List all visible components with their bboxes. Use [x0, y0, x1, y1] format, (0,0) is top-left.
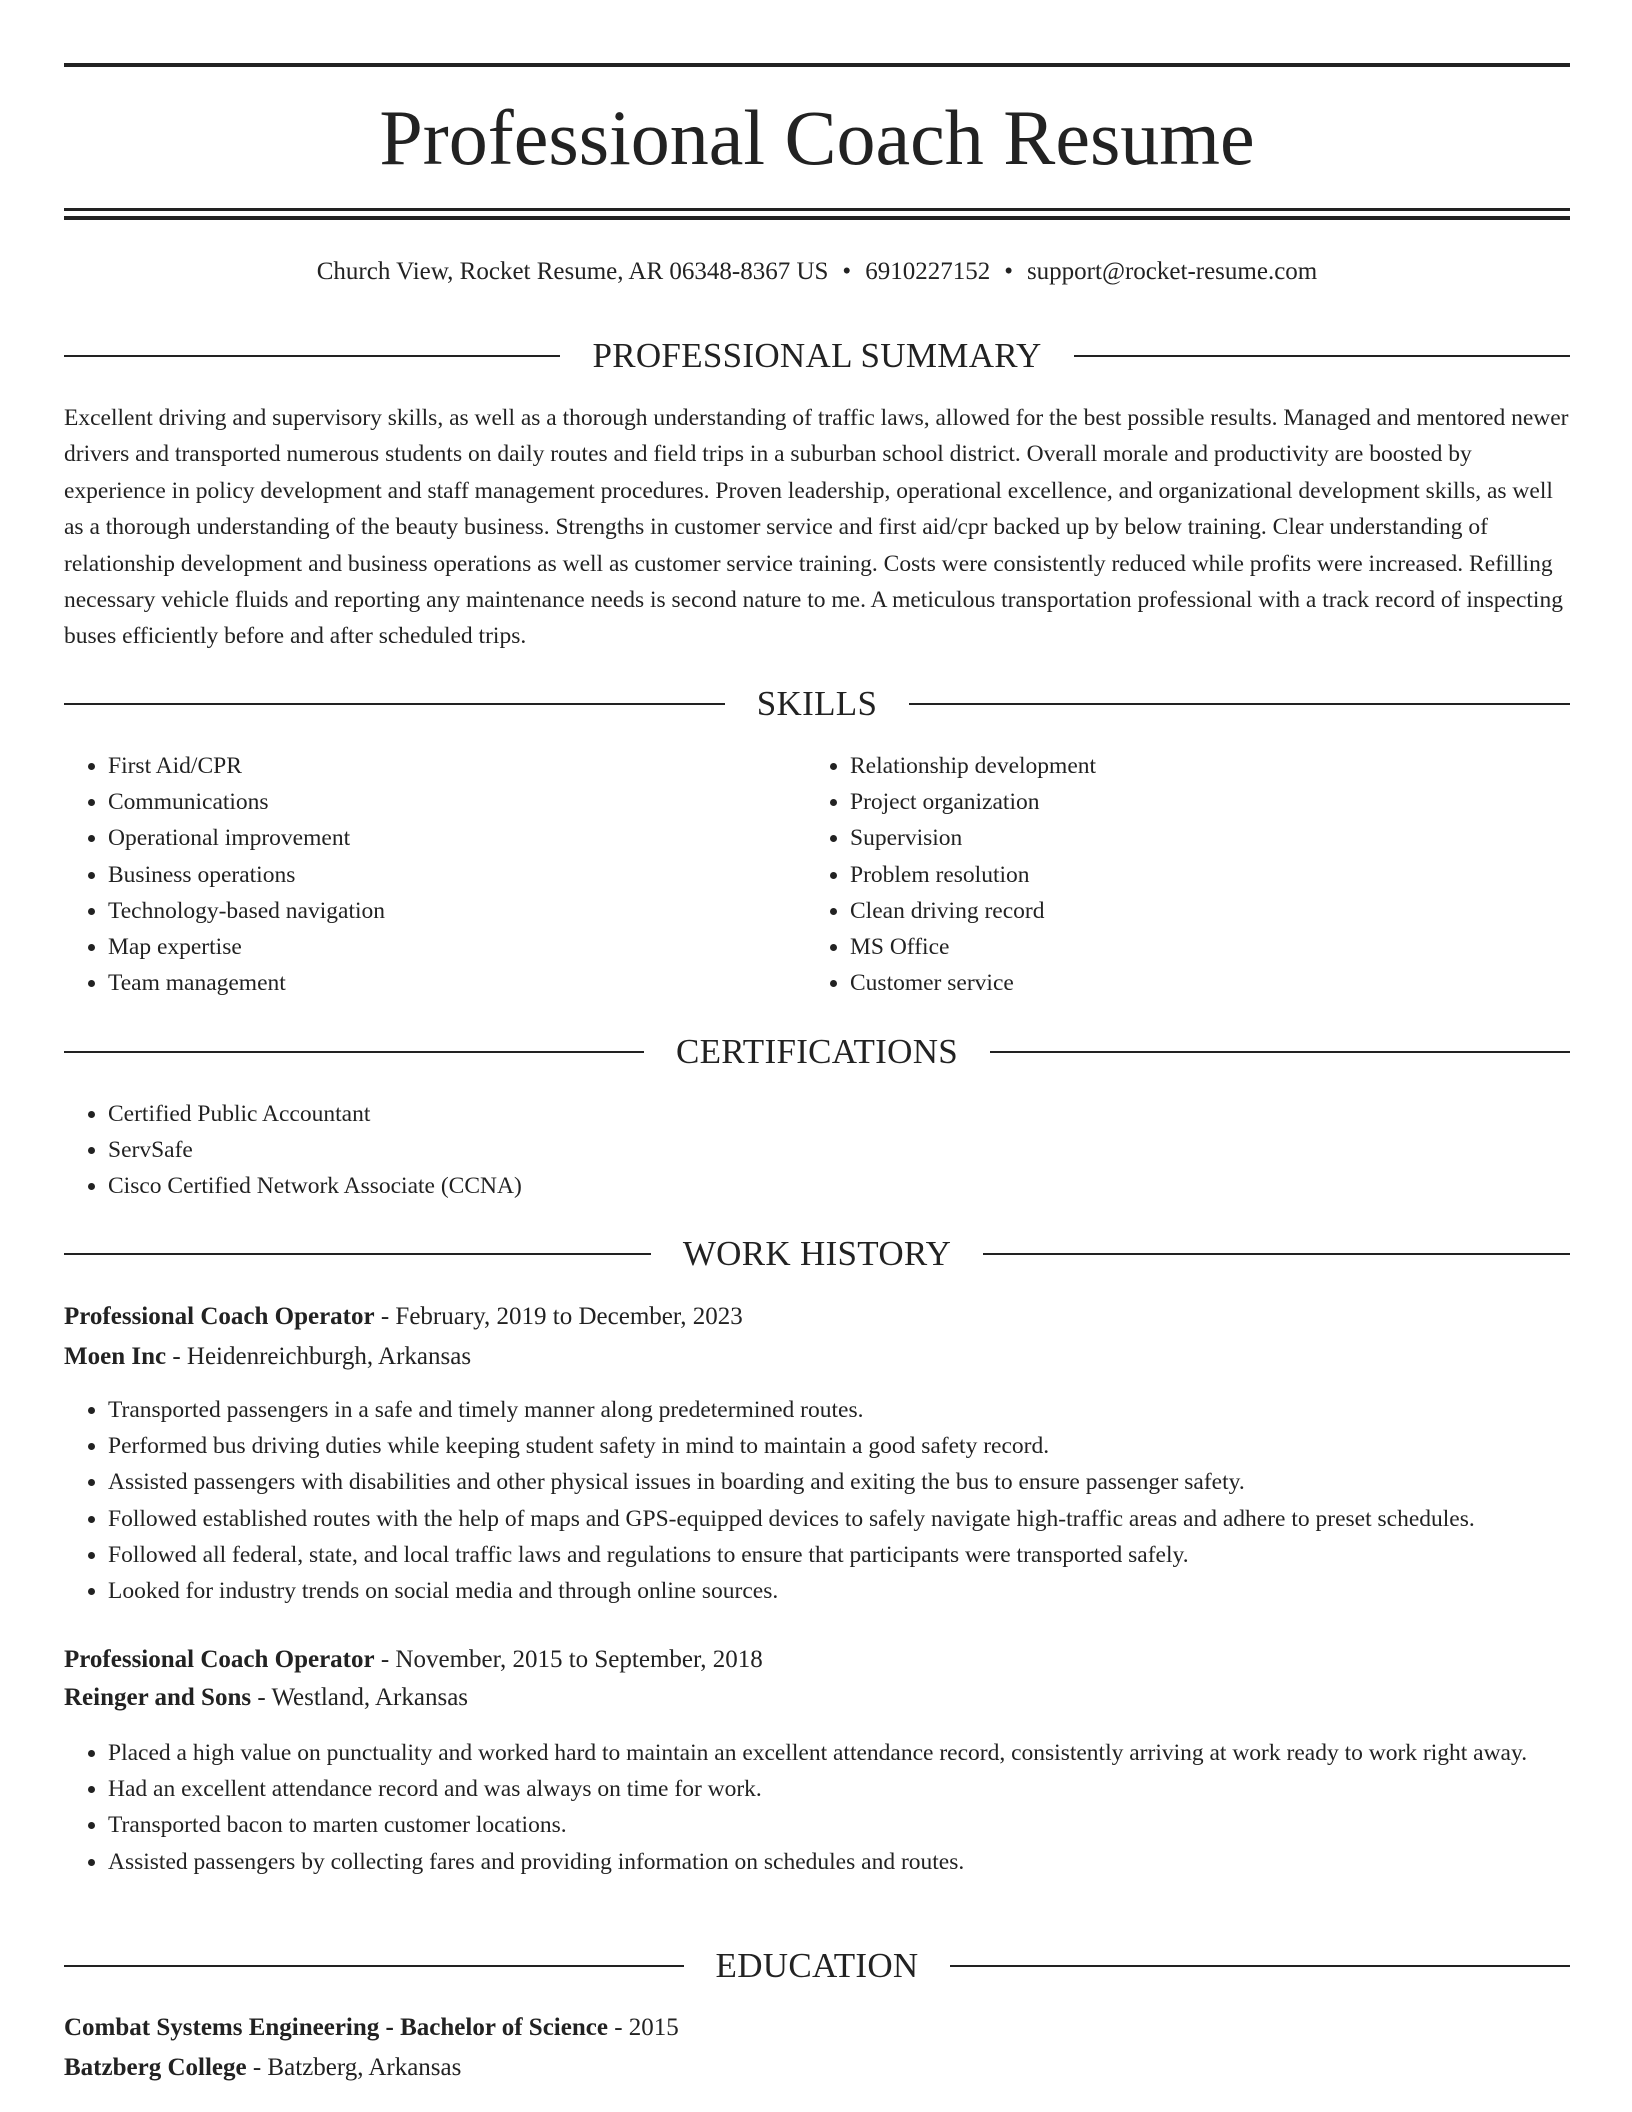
- section-title: CERTIFICATIONS: [675, 1032, 959, 1071]
- section-heading-summary: [64, 334, 1570, 378]
- education-degree: Combat Systems Engineering - Bachelor of Science: [64, 2014, 608, 2041]
- heading-rule: [64, 703, 725, 705]
- contact-address: Church View, Rocket Resume, AR 06348-8367 US: [316, 258, 829, 285]
- job-title-line: [64, 1643, 1570, 1677]
- job-duty: • Followed established routes with the help of maps and GPS-equipped devices to safely navigate high-traffic areas and adhere to preset schedules.: [108, 1501, 1570, 1537]
- job-duty: • Assisted passengers by collecting fares and providing information on schedules and routes.: [108, 1844, 1570, 1880]
- contact-phone: 6910227152: [865, 258, 991, 285]
- job-duties-list: [64, 1392, 1570, 1609]
- contact-email: support@rocket-resume.com: [1026, 258, 1318, 285]
- summary-paragraph: Excellent driving and supervisory skills, as well as a thorough understanding of traffic laws, allowed for the best possible results. Managed and mentored newer drivers and transported numerous students on daily routes and field trips in a suburban school district. Overall morale and productivity are boosted by experience in policy development and staff management procedures. Proven leadership, operational excellence, and organizational development skills, as well as a thorough understanding of the beauty business. Strengths in customer service and first aid/cpr backed up by below training. Clear understanding of relationship development and business operations as well as customer service training. Costs were consistently reduced while profits were increased. Refilling necessary vehicle fluids and reporting any maintenance needs is second nature to me. A meticulous transportation professional with a track record of inspecting buses efficiently before and after scheduled trips.: [64, 405, 1569, 650]
- certification-item: • ServSafe: [108, 1132, 1464, 1168]
- header-bottom-rule: [64, 208, 1570, 211]
- job-company: Moen Inc: [64, 1343, 167, 1370]
- education-year: - 2015: [607, 2014, 679, 2041]
- skill-item: • Problem resolution: [850, 857, 1566, 893]
- section-title: WORK HISTORY: [682, 1234, 952, 1273]
- job-company-line: [64, 1681, 1570, 1715]
- skill-item: • Relationship development: [850, 748, 1566, 784]
- section-title: EDUCATION: [715, 1946, 919, 1985]
- contact-separator: •: [1004, 258, 1013, 285]
- job-duty: • Transported bacon to marten customer locations.: [108, 1807, 1570, 1843]
- heading-rule: [909, 703, 1570, 705]
- job-company: Reinger and Sons: [64, 1684, 252, 1711]
- skill-item: • Map expertise: [108, 929, 764, 965]
- section-heading-education: [64, 1944, 1570, 1988]
- skill-item: • Team management: [108, 965, 764, 1001]
- contact-separator: •: [842, 258, 852, 285]
- education-school-line: [64, 2051, 1570, 2085]
- job-duty: • Had an excellent attendance record and was always on time for work.: [108, 1771, 1570, 1807]
- job-location: - Westland, Arkansas: [251, 1684, 469, 1711]
- heading-rule: [983, 1253, 1570, 1255]
- skill-item: • Operational improvement: [108, 820, 764, 856]
- skill-item: • Supervision: [850, 820, 1566, 856]
- contact-line: [64, 255, 1570, 289]
- job-duty: • Followed all federal, state, and local traffic laws and regulations to ensure that participants were transported safely.: [108, 1537, 1570, 1573]
- skill-item: • Project organization: [850, 784, 1566, 820]
- job-dates: - February, 2019 to December, 2023: [374, 1303, 743, 1330]
- section-heading-skills: [64, 682, 1570, 726]
- skill-item: • Communications: [108, 784, 764, 820]
- certifications-list: [64, 1096, 1464, 1205]
- section-title: PROFESSIONAL SUMMARY: [592, 336, 1042, 375]
- heading-rule: [64, 1051, 644, 1053]
- skill-item: • First Aid/CPR: [108, 748, 764, 784]
- job-location: - Heidenreichburgh, Arkansas: [166, 1343, 472, 1370]
- skills-list-left: [64, 748, 764, 1001]
- job-title-line: [64, 1300, 1570, 1334]
- heading-rule: [990, 1051, 1570, 1053]
- job-duty: • Placed a high value on punctuality and worked hard to maintain an excellent attendance record, consistently arriving at work ready to work right away.: [108, 1735, 1570, 1771]
- section-title: SKILLS: [756, 684, 878, 723]
- job-company-line: [64, 1340, 1570, 1374]
- certification-item: • Certified Public Accountant: [108, 1096, 1464, 1132]
- skill-item: • Business operations: [108, 857, 764, 893]
- heading-rule: [64, 355, 560, 357]
- header-top-rule: [64, 63, 1570, 67]
- skill-item: • Clean driving record: [850, 893, 1566, 929]
- job-duty: • Performed bus driving duties while keeping student safety in mind to maintain a good safety record.: [108, 1428, 1570, 1464]
- skills-list-right: [806, 748, 1566, 1001]
- job-duty: • Looked for industry trends on social media and through online sources.: [108, 1573, 1570, 1609]
- heading-rule: [1074, 355, 1570, 357]
- skill-item: • MS Office: [850, 929, 1566, 965]
- heading-rule: [64, 1253, 651, 1255]
- education-degree-line: [64, 2011, 1570, 2045]
- job-dates: - November, 2015 to September, 2018: [374, 1646, 763, 1673]
- skill-item: • Technology-based navigation: [108, 893, 764, 929]
- education-location: - Batzberg, Arkansas: [246, 2054, 462, 2081]
- education-school: Batzberg College: [64, 2054, 247, 2081]
- job-duties-list: [64, 1735, 1570, 1880]
- heading-rule: [950, 1965, 1570, 1967]
- section-heading-work-history: [64, 1232, 1570, 1276]
- header-bottom-rule-thick: [64, 216, 1570, 220]
- resume-title: Professional Coach Resume: [379, 94, 1255, 181]
- job-role: Professional Coach Operator: [64, 1303, 375, 1330]
- job-duty: • Assisted passengers with disabilities and other physical issues in boarding and exiting the bus to ensure passenger safety.: [108, 1464, 1570, 1500]
- skill-item: • Customer service: [850, 965, 1566, 1001]
- job-duty: • Transported passengers in a safe and timely manner along predetermined routes.: [108, 1392, 1570, 1428]
- job-role: Professional Coach Operator: [64, 1646, 375, 1673]
- certification-item: • Cisco Certified Network Associate (CCNA): [108, 1168, 1464, 1204]
- heading-rule: [64, 1965, 684, 1967]
- section-heading-certifications: [64, 1030, 1570, 1074]
